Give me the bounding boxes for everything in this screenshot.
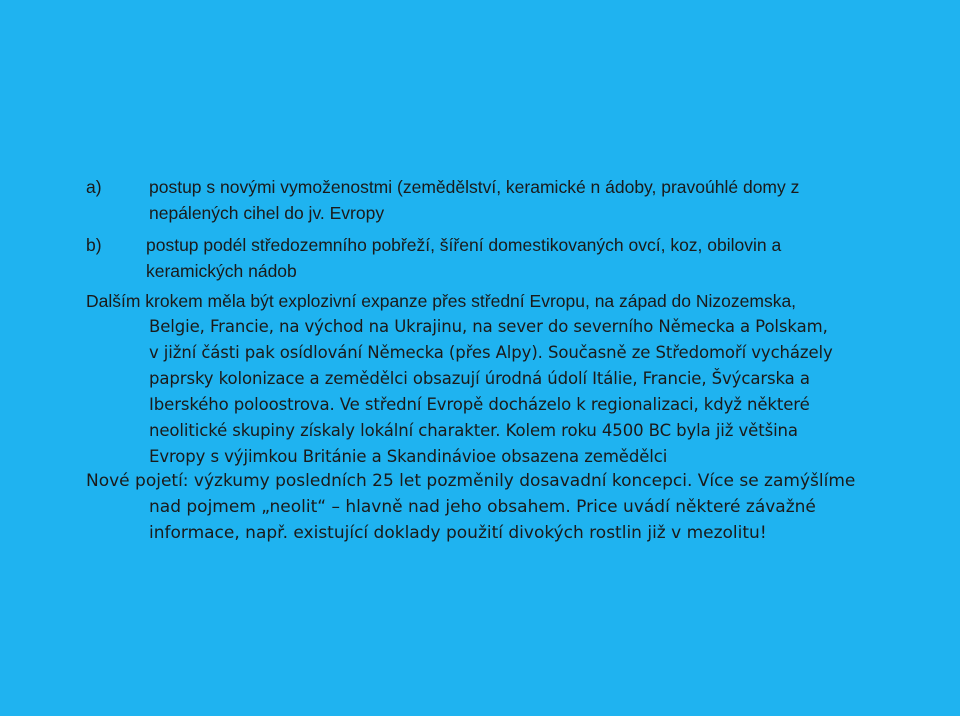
text-line: Iberského poloostrova. Ve střední Evropě docházelo k regionalizaci, když některé bbox=[149, 395, 810, 414]
text-line: Nové pojetí: výzkumy posledních 25 let pozměnily dosavadní koncepci. Více se zamýšlíme bbox=[86, 471, 856, 491]
text-line: v jižní části pak osídlování Německa (přes Alpy). Současně ze Středomoří vycházely bbox=[149, 343, 833, 362]
text-line: Belgie, Francie, na východ na Ukrajinu, na sever do severního Německa a Polskam, bbox=[149, 317, 828, 336]
text-line: keramických nádob bbox=[146, 261, 297, 281]
text-line: Dalším krokem měla být explozivní expanze přes střední Evropu, na západ do Nizozemska, bbox=[86, 291, 797, 311]
list-marker: b) bbox=[86, 235, 102, 255]
paragraph-new-concept bbox=[86, 468, 886, 546]
list-item-text bbox=[146, 232, 876, 284]
paragraph-expansion bbox=[86, 288, 886, 470]
text-line: nad pojmem „neolit“ – hlavně nad jeho obsahem. Price uvádí některé závažné bbox=[149, 497, 816, 517]
text-line: paprsky kolonizace a zemědělci obsazují úrodná údolí Itálie, Francie, Švýcarska a bbox=[149, 369, 810, 388]
text-line: Evropy s výjimkou Británie a Skandinávioe obsazena zemědělci bbox=[149, 447, 668, 466]
text-line: neolitické skupiny získaly lokální charakter. Kolem roku 4500 BC byla již většina bbox=[149, 421, 798, 440]
text-line: informace, např. existující doklady použití divokých rostlin již v mezolitu! bbox=[149, 523, 767, 543]
list-marker: a) bbox=[86, 177, 102, 197]
text-line: postup podél středozemního pobřeží, šíření domestikovaných ovcí, koz, obilovin a bbox=[146, 235, 782, 255]
list-item-text bbox=[149, 174, 879, 226]
text-line: nepálených cihel do jv. Evropy bbox=[149, 203, 385, 223]
text-line: postup s novými vymoženostmi (zemědělství, keramické n ádoby, pravoúhlé domy z bbox=[149, 177, 800, 197]
